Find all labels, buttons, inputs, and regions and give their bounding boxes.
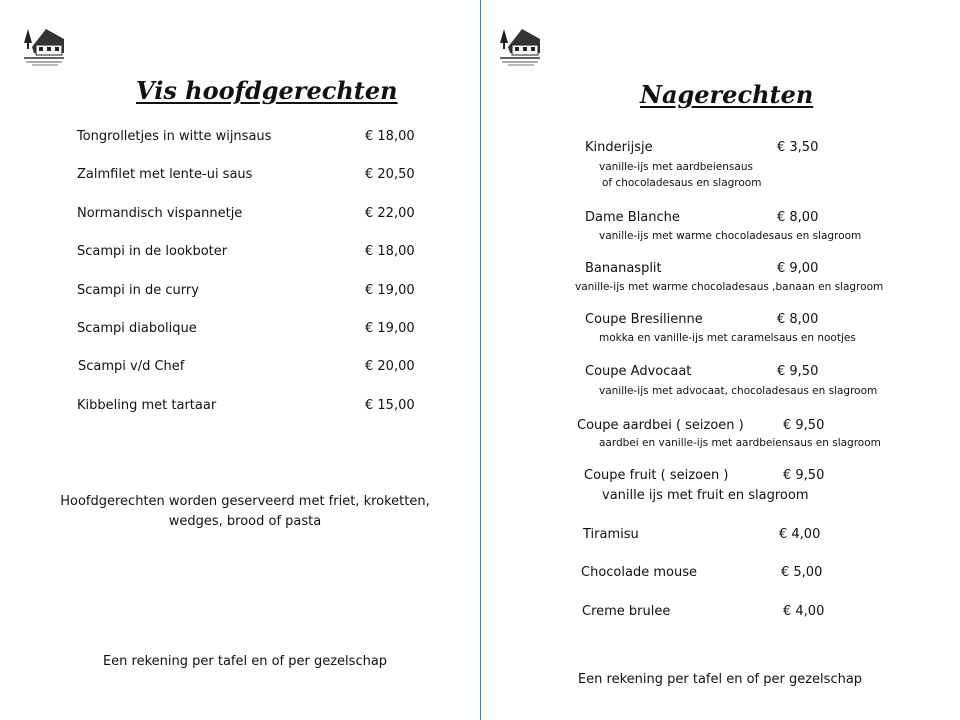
- menu-item-price: € 20,50: [365, 167, 415, 182]
- menu-item-price: € 18,00: [365, 244, 415, 259]
- dessert-description: vanille-ijs met advocaat, chocoladesaus en slagroom: [599, 385, 878, 397]
- menu-item-name: Zalmfilet met lente-ui saus: [77, 167, 253, 182]
- dessert-price: € 9,50: [783, 468, 825, 483]
- menu-item-name: Kibbeling met tartaar: [77, 398, 217, 413]
- menu-item-name: Scampi diabolique: [77, 321, 197, 336]
- side-dishes-note: [40, 492, 450, 532]
- dessert-description: vanille ijs met fruit en slagroom: [602, 488, 809, 503]
- dessert-name: Kinderijsje: [585, 140, 653, 155]
- menu-item-name: Tongrolletjes in witte wijnsaus: [77, 129, 272, 144]
- dessert-price: € 8,00: [777, 312, 819, 327]
- chalet-house-icon: [498, 25, 542, 69]
- left-footer-note: Een rekening per tafel en of per gezelschap: [102, 654, 388, 669]
- menu-item-name: Scampi in de lookboter: [77, 244, 228, 259]
- left-page-title: Vis hoofdgerechten: [136, 76, 398, 105]
- chalet-house-icon: [22, 25, 66, 69]
- dessert-name: Dame Blanche: [585, 210, 680, 225]
- menu-item-name: Scampi v/d Chef: [78, 359, 185, 374]
- right-footer-note: Een rekening per tafel en of per gezelschap: [577, 672, 863, 687]
- side-dishes-note-line: wedges, brood of pasta: [168, 514, 322, 529]
- dessert-name: Coupe fruit ( seizoen ): [584, 468, 729, 483]
- menu-item-price: € 19,00: [365, 321, 415, 336]
- dessert-price: € 9,00: [777, 261, 819, 276]
- menu-item-price: € 18,00: [365, 129, 415, 144]
- page-divider: [480, 0, 481, 720]
- dessert-name: Coupe aardbei ( seizoen ): [577, 418, 744, 433]
- dessert-description: vanille-ijs met warme chocoladesaus en slagroom: [599, 230, 862, 242]
- dessert-description: vanille-ijs met warme chocoladesaus ,banaan en slagroom: [575, 281, 884, 293]
- dessert-name: Creme brulee: [582, 604, 671, 619]
- side-dishes-note-line: Hoofdgerechten worden geserveerd met friet, kroketten,: [60, 494, 430, 509]
- dessert-price: € 9,50: [783, 418, 825, 433]
- dessert-description: of chocoladesaus en slagroom: [602, 177, 762, 189]
- dessert-description: mokka en vanille-ijs met caramelsaus en nootjes: [599, 332, 856, 344]
- dessert-price: € 9,50: [777, 364, 819, 379]
- dessert-price: € 4,00: [783, 604, 825, 619]
- menu-item-price: € 19,00: [365, 283, 415, 298]
- dessert-name: Coupe Bresilienne: [585, 312, 703, 327]
- dessert-price: € 5,00: [781, 565, 823, 580]
- dessert-price: € 8,00: [777, 210, 819, 225]
- dessert-description: aardbei en vanille-ijs met aardbeiensaus en slagroom: [599, 437, 881, 449]
- dessert-name: Tiramisu: [583, 527, 639, 542]
- right-page-title: Nagerechten: [640, 80, 814, 109]
- dessert-description: vanille-ijs met aardbeiensaus: [599, 161, 753, 173]
- dessert-name: Bananasplit: [585, 261, 662, 276]
- dessert-name: Chocolade mouse: [581, 565, 697, 580]
- menu-item-price: € 15,00: [365, 398, 415, 413]
- dessert-name: Coupe Advocaat: [585, 364, 692, 379]
- menu-item-price: € 22,00: [365, 206, 415, 221]
- dessert-price: € 3,50: [777, 140, 819, 155]
- menu-item-name: Normandisch vispannetje: [77, 206, 243, 221]
- menu-item-name: Scampi in de curry: [77, 283, 199, 298]
- dessert-price: € 4,00: [779, 527, 821, 542]
- menu-item-price: € 20,00: [365, 359, 415, 374]
